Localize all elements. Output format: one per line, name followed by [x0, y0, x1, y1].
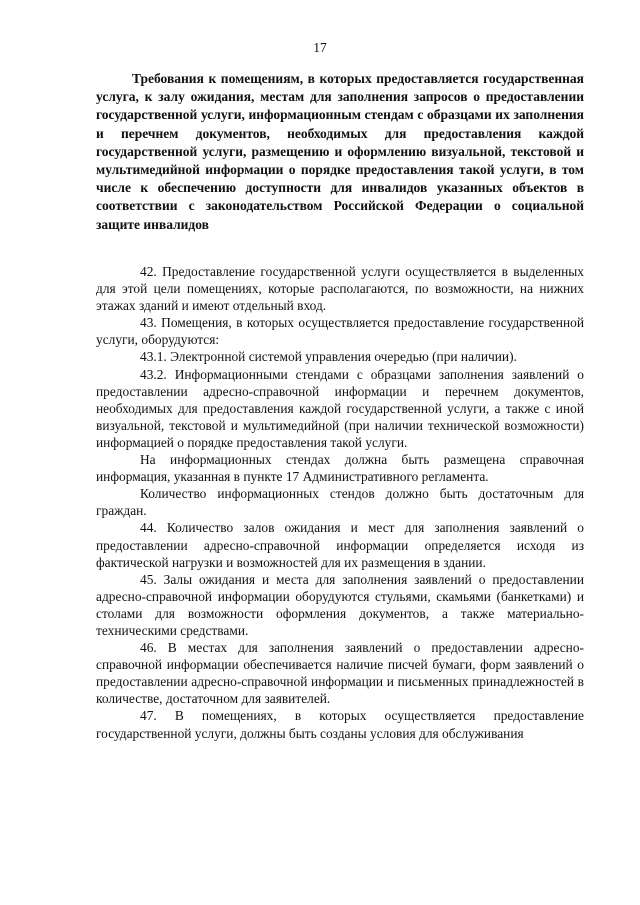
document-body	[96, 263, 584, 742]
page-number: 17	[313, 40, 327, 55]
paragraph-46: 46. В местах для заполнения заявлений о предоставлении адресно-справочной информации обеспечивается наличие писчей бумаги, форм заявлений о предоставлении адресно-справочной информации и письменных принадлежностей в количестве, достаточном для заявителей.	[96, 640, 584, 707]
paragraph-43-2: 43.2. Информационными стендами с образцами заполнения заявлений о предоставлении адресно-справочной информации и перечнем документов, необходимых для предоставления каждой государственной услуги, а также с иной визуальной, текстовой и мультимедийной (при наличии технической возможности) информацией о порядке предоставления такой услуги.	[96, 366, 584, 450]
paragraph-42: 42. Предоставление государственной услуги осуществляется в выделенных для этой цели помещениях, которые располагаются, по возможности, на нижних этажах зданий и имеют отдельный вход.	[96, 264, 584, 314]
section-heading-text: Требования к помещениям, в которых предоставляется государственная услуга, к залу ожидания, местам для заполнения запросов о предоставлении государственной услуги, информационным стендам с образцами их заполнения и перечнем документов, необходимых для предоставления каждой государственной услуги, размещению и оформлению визуальной, текстовой и мультимедийной информации о порядке предоставления такой услуги, в том числе к обеспечению доступности для инвалидов указанных объектов в соответствии с законодательством Российской Федерации о социальной защите инвалидов	[96, 71, 584, 232]
paragraph-43: 43. Помещения, в которых осуществляется предоставление государственной услуги, оборудуются:	[96, 315, 584, 348]
paragraph-stands-info: На информационных стендах должна быть размещена справочная информация, указанная в пункте 17 Административного регламента.	[96, 452, 584, 485]
paragraph-43-1: 43.1. Электронной системой управления очередью (при наличии).	[140, 349, 517, 365]
paragraph-47: 47. В помещениях, в которых осуществляется предоставление государственной услуги, должны быть созданы условия для обслуживания	[96, 708, 584, 741]
section-heading	[96, 70, 584, 234]
paragraph-44: 44. Количество залов ожидания и мест для заполнения заявлений о предоставлении адресно-справочной информации определяется исходя из фактической нагрузки и возможностей для их размещения в здании.	[96, 520, 584, 570]
paragraph-stands-count: Количество информационных стендов должно быть достаточным для граждан.	[96, 486, 584, 519]
paragraph-45: 45. Залы ожидания и места для заполнения заявлений о предоставлении адресно-справочной информации оборудуются стульями, скамьями (банкетками) и столами для возможности оформления документов, а также материально-техническими средствами.	[96, 571, 584, 638]
